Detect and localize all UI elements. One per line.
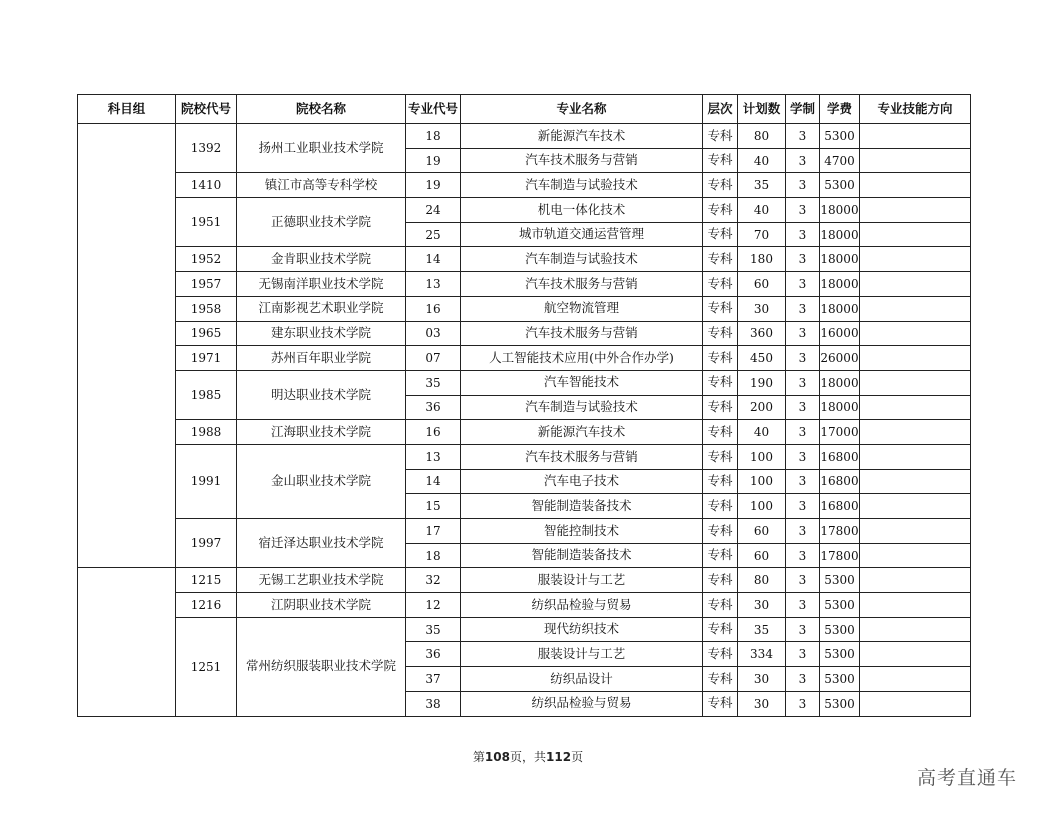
- school-code-cell: 1985: [176, 370, 237, 419]
- level-cell: 专科: [703, 296, 738, 321]
- page-prefix: 第: [472, 750, 485, 764]
- duration-cell: 3: [786, 296, 820, 321]
- level-cell: 专科: [703, 494, 738, 519]
- school-name-cell: 明达职业技术学院: [237, 370, 406, 419]
- level-cell: 专科: [703, 593, 738, 618]
- duration-cell: 3: [786, 222, 820, 247]
- major-name-cell: 汽车技术服务与营销: [461, 321, 703, 346]
- table-body: [78, 124, 971, 717]
- duration-cell: 3: [786, 346, 820, 371]
- major-name-cell: 新能源汽车技术: [461, 124, 703, 149]
- school-name-cell: 正德职业技术学院: [237, 198, 406, 247]
- major-name-cell: 智能控制技术: [461, 519, 703, 544]
- table-row: [78, 444, 971, 469]
- school-name-cell: 江南影视艺术职业学院: [237, 296, 406, 321]
- duration-cell: 3: [786, 124, 820, 149]
- major-name-cell: 汽车制造与试验技术: [461, 173, 703, 198]
- plan-count-cell: 40: [738, 420, 786, 445]
- plan-count-cell: 180: [738, 247, 786, 272]
- tuition-cell: 5300: [820, 568, 860, 593]
- header-tuition: 学费: [820, 95, 860, 124]
- tuition-cell: 18000: [820, 198, 860, 223]
- skill-direction-cell: [860, 346, 971, 371]
- major-name-cell: 汽车制造与试验技术: [461, 395, 703, 420]
- duration-cell: 3: [786, 667, 820, 692]
- major-name-cell: 现代纺织技术: [461, 617, 703, 642]
- skill-direction-cell: [860, 667, 971, 692]
- table-row: [78, 173, 971, 198]
- school-code-cell: 1392: [176, 124, 237, 173]
- plan-count-cell: 334: [738, 642, 786, 667]
- school-code-cell: 1991: [176, 444, 237, 518]
- major-code-cell: 17: [406, 519, 461, 544]
- level-cell: 专科: [703, 444, 738, 469]
- tuition-cell: 5300: [820, 173, 860, 198]
- level-cell: 专科: [703, 346, 738, 371]
- skill-direction-cell: [860, 395, 971, 420]
- skill-direction-cell: [860, 494, 971, 519]
- table-row: [78, 593, 971, 618]
- level-cell: 专科: [703, 272, 738, 297]
- duration-cell: 3: [786, 321, 820, 346]
- tuition-cell: 17000: [820, 420, 860, 445]
- plan-count-cell: 30: [738, 691, 786, 716]
- major-name-cell: 汽车技术服务与营销: [461, 272, 703, 297]
- major-code-cell: 35: [406, 370, 461, 395]
- header-subject-group: 科目组: [78, 95, 176, 124]
- admission-plan-table: [77, 94, 971, 717]
- major-code-cell: 19: [406, 148, 461, 173]
- plan-count-cell: 35: [738, 617, 786, 642]
- plan-count-cell: 200: [738, 395, 786, 420]
- tuition-cell: 16800: [820, 494, 860, 519]
- major-code-cell: 36: [406, 642, 461, 667]
- major-code-cell: 13: [406, 272, 461, 297]
- major-name-cell: 城市轨道交通运营管理: [461, 222, 703, 247]
- watermark-logo: 高考直通车: [917, 767, 1018, 789]
- skill-direction-cell: [860, 198, 971, 223]
- major-code-cell: 24: [406, 198, 461, 223]
- duration-cell: 3: [786, 420, 820, 445]
- tuition-cell: 18000: [820, 222, 860, 247]
- level-cell: 专科: [703, 198, 738, 223]
- level-cell: 专科: [703, 148, 738, 173]
- major-name-cell: 汽车技术服务与营销: [461, 148, 703, 173]
- school-name-cell: 江阴职业技术学院: [237, 593, 406, 618]
- header-school-code: 院校代号: [176, 95, 237, 124]
- level-cell: 专科: [703, 247, 738, 272]
- level-cell: 专科: [703, 568, 738, 593]
- major-name-cell: 汽车制造与试验技术: [461, 247, 703, 272]
- level-cell: 专科: [703, 370, 738, 395]
- major-code-cell: 36: [406, 395, 461, 420]
- major-code-cell: 16: [406, 420, 461, 445]
- skill-direction-cell: [860, 543, 971, 568]
- level-cell: 专科: [703, 642, 738, 667]
- plan-count-cell: 100: [738, 469, 786, 494]
- duration-cell: 3: [786, 148, 820, 173]
- skill-direction-cell: [860, 519, 971, 544]
- subject-group-cell: [78, 568, 176, 716]
- school-name-cell: 金山职业技术学院: [237, 444, 406, 518]
- plan-count-cell: 35: [738, 173, 786, 198]
- duration-cell: 3: [786, 494, 820, 519]
- table-row: [78, 370, 971, 395]
- duration-cell: 3: [786, 642, 820, 667]
- page-total: 112: [546, 750, 572, 764]
- plan-count-cell: 60: [738, 519, 786, 544]
- school-code-cell: 1965: [176, 321, 237, 346]
- major-code-cell: 18: [406, 124, 461, 149]
- page-number: 108: [484, 750, 510, 764]
- plan-count-cell: 60: [738, 272, 786, 297]
- tuition-cell: 17800: [820, 543, 860, 568]
- tuition-cell: 5300: [820, 667, 860, 692]
- skill-direction-cell: [860, 173, 971, 198]
- major-name-cell: 纺织品检验与贸易: [461, 593, 703, 618]
- major-name-cell: 人工智能技术应用(中外合作办学): [461, 346, 703, 371]
- plan-count-cell: 30: [738, 593, 786, 618]
- level-cell: 专科: [703, 395, 738, 420]
- page-suffix: 页: [571, 750, 584, 764]
- school-code-cell: 1988: [176, 420, 237, 445]
- major-name-cell: 机电一体化技术: [461, 198, 703, 223]
- duration-cell: 3: [786, 173, 820, 198]
- table-row: [78, 346, 971, 371]
- tuition-cell: 18000: [820, 370, 860, 395]
- major-name-cell: 纺织品设计: [461, 667, 703, 692]
- plan-count-cell: 100: [738, 494, 786, 519]
- school-name-cell: 江海职业技术学院: [237, 420, 406, 445]
- table-row: [78, 568, 971, 593]
- tuition-cell: 17800: [820, 519, 860, 544]
- table-row: [78, 617, 971, 642]
- major-code-cell: 37: [406, 667, 461, 692]
- school-name-cell: 镇江市高等专科学校: [237, 173, 406, 198]
- level-cell: 专科: [703, 222, 738, 247]
- plan-count-cell: 80: [738, 568, 786, 593]
- plan-count-cell: 190: [738, 370, 786, 395]
- level-cell: 专科: [703, 519, 738, 544]
- major-code-cell: 19: [406, 173, 461, 198]
- school-name-cell: 金肯职业技术学院: [237, 247, 406, 272]
- duration-cell: 3: [786, 272, 820, 297]
- major-name-cell: 服装设计与工艺: [461, 642, 703, 667]
- duration-cell: 3: [786, 691, 820, 716]
- plan-count-cell: 60: [738, 543, 786, 568]
- major-code-cell: 13: [406, 444, 461, 469]
- skill-direction-cell: [860, 444, 971, 469]
- major-code-cell: 12: [406, 593, 461, 618]
- subject-group-cell: [78, 124, 176, 568]
- plan-count-cell: 70: [738, 222, 786, 247]
- skill-direction-cell: [860, 321, 971, 346]
- page-footer: [0, 748, 1056, 765]
- tuition-cell: 16000: [820, 321, 860, 346]
- plan-count-cell: 30: [738, 667, 786, 692]
- level-cell: 专科: [703, 173, 738, 198]
- skill-direction-cell: [860, 469, 971, 494]
- tuition-cell: 5300: [820, 642, 860, 667]
- level-cell: 专科: [703, 469, 738, 494]
- major-code-cell: 14: [406, 469, 461, 494]
- skill-direction-cell: [860, 568, 971, 593]
- level-cell: 专科: [703, 617, 738, 642]
- duration-cell: 3: [786, 519, 820, 544]
- major-name-cell: 航空物流管理: [461, 296, 703, 321]
- major-name-cell: 汽车技术服务与营销: [461, 444, 703, 469]
- school-name-cell: 扬州工业职业技术学院: [237, 124, 406, 173]
- plan-count-cell: 30: [738, 296, 786, 321]
- duration-cell: 3: [786, 198, 820, 223]
- level-cell: 专科: [703, 691, 738, 716]
- major-code-cell: 35: [406, 617, 461, 642]
- school-code-cell: 1958: [176, 296, 237, 321]
- major-name-cell: 智能制造装备技术: [461, 494, 703, 519]
- major-name-cell: 汽车智能技术: [461, 370, 703, 395]
- major-name-cell: 服装设计与工艺: [461, 568, 703, 593]
- skill-direction-cell: [860, 420, 971, 445]
- skill-direction-cell: [860, 247, 971, 272]
- tuition-cell: 18000: [820, 395, 860, 420]
- major-name-cell: 汽车电子技术: [461, 469, 703, 494]
- tuition-cell: 4700: [820, 148, 860, 173]
- duration-cell: 3: [786, 617, 820, 642]
- tuition-cell: 18000: [820, 247, 860, 272]
- tuition-cell: 16800: [820, 444, 860, 469]
- plan-count-cell: 80: [738, 124, 786, 149]
- table-row: [78, 124, 971, 149]
- skill-direction-cell: [860, 593, 971, 618]
- school-name-cell: 宿迁泽达职业技术学院: [237, 519, 406, 568]
- table-row: [78, 272, 971, 297]
- plan-count-cell: 360: [738, 321, 786, 346]
- level-cell: 专科: [703, 420, 738, 445]
- tuition-cell: 26000: [820, 346, 860, 371]
- school-code-cell: 1997: [176, 519, 237, 568]
- skill-direction-cell: [860, 148, 971, 173]
- skill-direction-cell: [860, 691, 971, 716]
- table-row: [78, 198, 971, 223]
- plan-count-cell: 450: [738, 346, 786, 371]
- tuition-cell: 5300: [820, 124, 860, 149]
- header-skill-direction: 专业技能方向: [860, 95, 971, 124]
- major-name-cell: 新能源汽车技术: [461, 420, 703, 445]
- major-name-cell: 纺织品检验与贸易: [461, 691, 703, 716]
- level-cell: 专科: [703, 321, 738, 346]
- header-major-code: 专业代号: [406, 95, 461, 124]
- duration-cell: 3: [786, 593, 820, 618]
- header-major-name: 专业名称: [461, 95, 703, 124]
- major-code-cell: 25: [406, 222, 461, 247]
- duration-cell: 3: [786, 395, 820, 420]
- major-name-cell: 智能制造装备技术: [461, 543, 703, 568]
- table-row: [78, 296, 971, 321]
- tuition-cell: 18000: [820, 272, 860, 297]
- page-middle: 页，共: [509, 750, 546, 764]
- school-code-cell: 1971: [176, 346, 237, 371]
- tuition-cell: 16800: [820, 469, 860, 494]
- school-name-cell: 常州纺织服装职业技术学院: [237, 617, 406, 716]
- duration-cell: 3: [786, 370, 820, 395]
- school-code-cell: 1251: [176, 617, 237, 716]
- duration-cell: 3: [786, 247, 820, 272]
- school-name-cell: 苏州百年职业学院: [237, 346, 406, 371]
- tuition-cell: 5300: [820, 691, 860, 716]
- skill-direction-cell: [860, 222, 971, 247]
- duration-cell: 3: [786, 444, 820, 469]
- major-code-cell: 38: [406, 691, 461, 716]
- table-row: [78, 247, 971, 272]
- major-code-cell: 18: [406, 543, 461, 568]
- plan-count-cell: 100: [738, 444, 786, 469]
- skill-direction-cell: [860, 370, 971, 395]
- level-cell: 专科: [703, 124, 738, 149]
- major-code-cell: 14: [406, 247, 461, 272]
- skill-direction-cell: [860, 296, 971, 321]
- school-code-cell: 1952: [176, 247, 237, 272]
- table-row: [78, 519, 971, 544]
- tuition-cell: 18000: [820, 296, 860, 321]
- school-name-cell: 建东职业技术学院: [237, 321, 406, 346]
- school-code-cell: 1216: [176, 593, 237, 618]
- major-code-cell: 03: [406, 321, 461, 346]
- skill-direction-cell: [860, 124, 971, 149]
- duration-cell: 3: [786, 543, 820, 568]
- major-code-cell: 32: [406, 568, 461, 593]
- table-row: [78, 420, 971, 445]
- school-name-cell: 无锡南洋职业技术学院: [237, 272, 406, 297]
- school-code-cell: 1410: [176, 173, 237, 198]
- school-code-cell: 1957: [176, 272, 237, 297]
- plan-count-cell: 40: [738, 148, 786, 173]
- plan-count-cell: 40: [738, 198, 786, 223]
- major-code-cell: 07: [406, 346, 461, 371]
- table-row: [78, 321, 971, 346]
- header-plan-count: 计划数: [738, 95, 786, 124]
- header-level: 层次: [703, 95, 738, 124]
- header-duration: 学制: [786, 95, 820, 124]
- skill-direction-cell: [860, 617, 971, 642]
- skill-direction-cell: [860, 272, 971, 297]
- tuition-cell: 5300: [820, 593, 860, 618]
- tuition-cell: 5300: [820, 617, 860, 642]
- major-code-cell: 15: [406, 494, 461, 519]
- duration-cell: 3: [786, 568, 820, 593]
- school-code-cell: 1215: [176, 568, 237, 593]
- skill-direction-cell: [860, 642, 971, 667]
- level-cell: 专科: [703, 667, 738, 692]
- level-cell: 专科: [703, 543, 738, 568]
- school-code-cell: 1951: [176, 198, 237, 247]
- table-header-row: [78, 95, 971, 124]
- header-school-name: 院校名称: [237, 95, 406, 124]
- duration-cell: 3: [786, 469, 820, 494]
- school-name-cell: 无锡工艺职业技术学院: [237, 568, 406, 593]
- major-code-cell: 16: [406, 296, 461, 321]
